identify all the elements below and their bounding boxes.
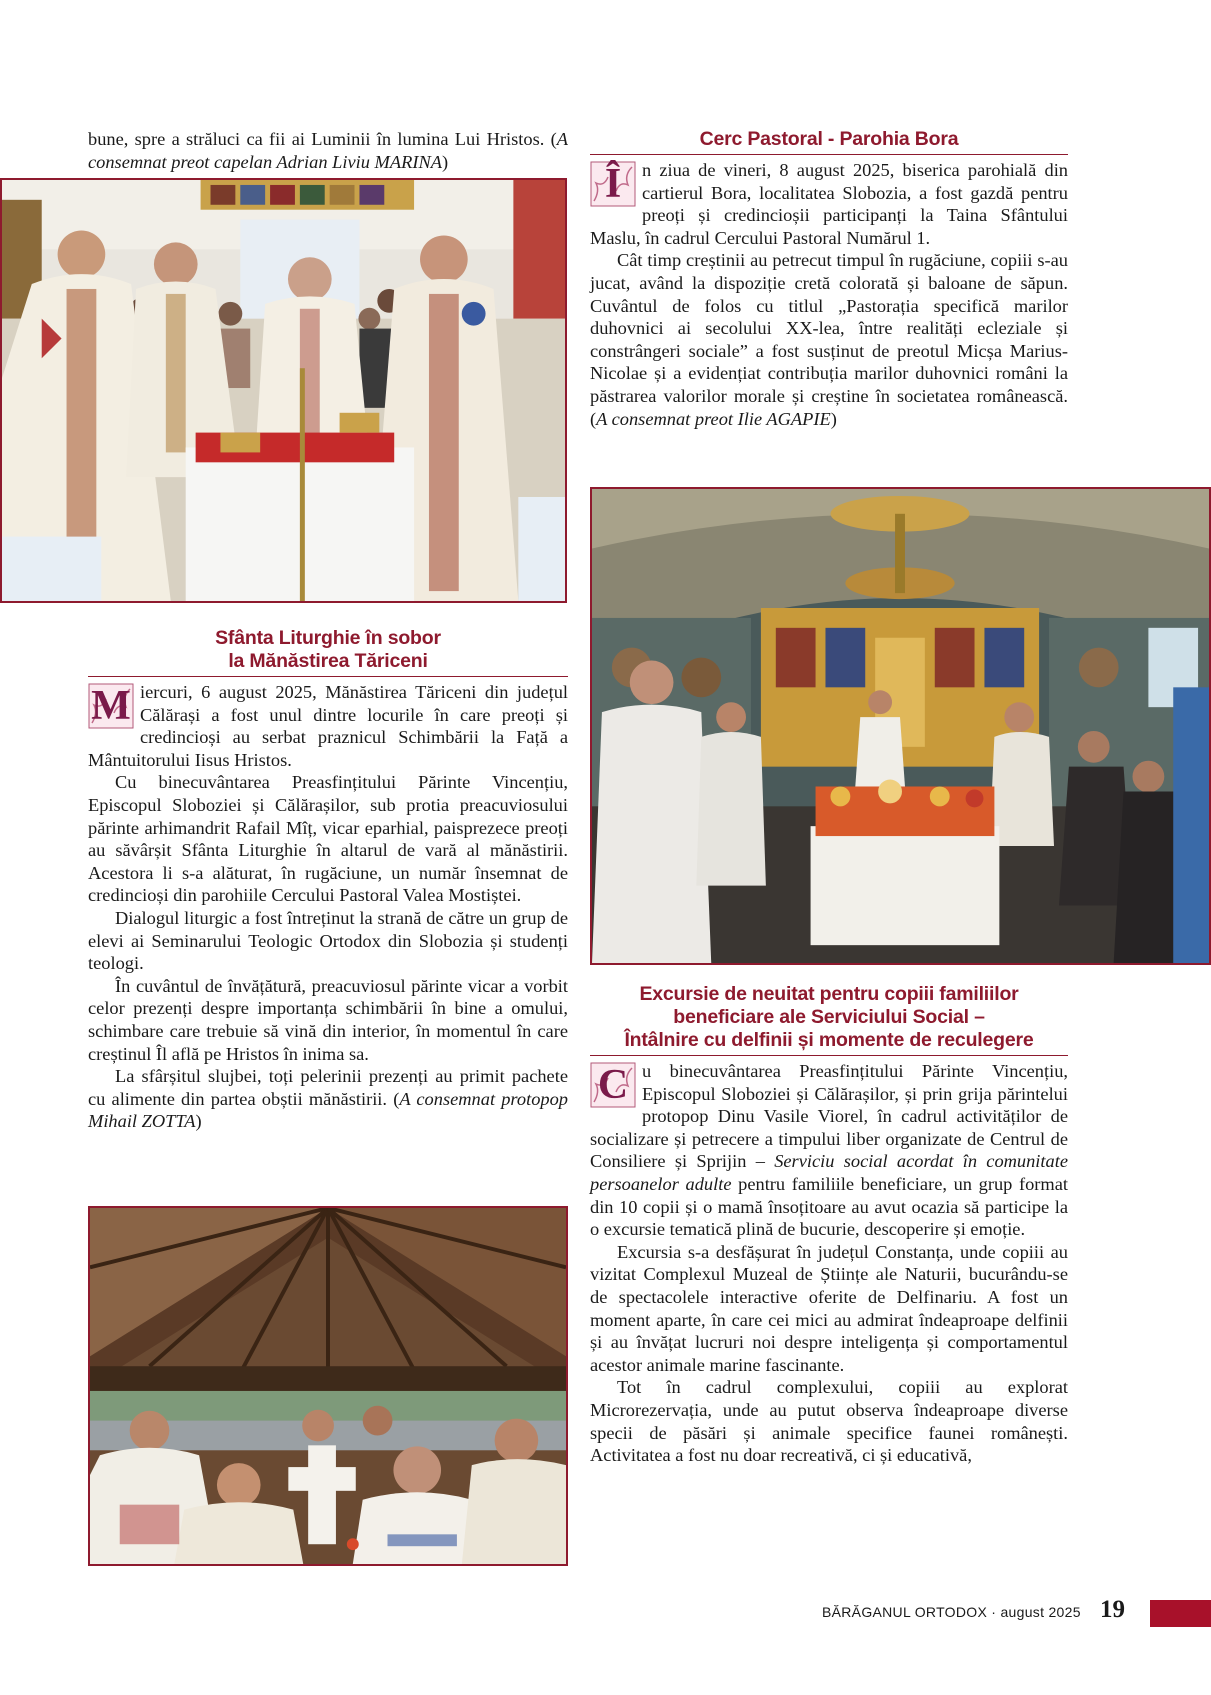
article-bora-close: ) [830, 408, 837, 429]
dropcap-ornament [590, 161, 636, 207]
article-bora-paragraph-2 [590, 249, 1068, 430]
photo-summer-altar-image [90, 1208, 566, 1564]
article-excursie-paragraph-1 [590, 1060, 1068, 1241]
article-tariceni-title-line2: la Mănăstirea Tăriceni [228, 650, 428, 672]
article-tariceni-text-1: iercuri, 6 august 2025, Mănăstirea Tăriceni din județul Călărași a fost unul dintre locurile în care preoți și credincioși au serbat praznicul Schimbării la Față a Mântuitorului Iisus Hristos. [88, 682, 568, 770]
page-number: 19 [1100, 1596, 1125, 1623]
article-excursie-title-line2: beneficiare ale Serviciului Social – [673, 1006, 985, 1028]
article-excursie-title [590, 983, 1068, 1056]
article-excursie-text-1-italic: Serviciu social acordat în comunitate persoanelor adulte [590, 1151, 1068, 1194]
dropcap-ornament [590, 1062, 636, 1108]
article-excursie-text-1a: u binecuvântarea Preasfințitului Părinte Vincențiu, Episcopul Sloboziei și Călărașilor, și prin grija părintelui protopop Dinu Vasile Viorel, în cadrul activităților de socializare și petrecere a timpului liber organizate de Centrul de Consiliere și Sprijin – [590, 1061, 1068, 1172]
dropcap-letter: Î [604, 161, 622, 207]
article-excursie-text-1b: pentru familiile beneficiare, un grup format din 10 copii și o mamă însoțitoare au avut ocazia să participe la o excursie tematică plină de bucurie, descoperire și emoție. [590, 1173, 1069, 1240]
article-tariceni-paragraph-3: Dialogul liturgic a fost întreținut la strană de către un grup de elevi ai Seminarului Teologic Ortodox din Slobozia și studenți teologi. [88, 907, 568, 974]
intro-end-column [88, 128, 568, 173]
article-bora-text-1: n ziua de vineri, 8 august 2025, biserica parohială din cartierul Bora, localitatea Slobozia, a fost gazdă pentru preoți și credincioșii participanți la Taina Sfântului Maslu, în cadrul Cercului Pastoral Numărul 1. [590, 160, 1068, 248]
dropcap-letter: M [91, 683, 131, 729]
article-tariceni-paragraph-4: În cuvântul de învățătură, preacuviosul părinte vicar a vorbit celor prezenți despre importanța schimbării în bine a omului, schimbare care trebuie să vină din interior, în momentul în care creștinul Îl află pe Hristos în inima sa. [88, 975, 568, 1064]
article-bora [590, 128, 1068, 430]
intro-end-text: bune, spre a străluci ca fii ai Luminii în lumina Lui Hristos. ( [88, 129, 557, 149]
photo-priests-maslu [0, 178, 567, 603]
photo-church-interior [590, 487, 1211, 965]
intro-end-paragraph [88, 128, 568, 173]
article-bora-credit: A consemnat preot Ilie AGAPIE [596, 408, 831, 429]
photo-summer-altar [88, 1206, 568, 1566]
intro-end-credit: A consemnat preot capelan Adrian Liviu MARINA [88, 129, 568, 172]
photo-church-interior-image [592, 489, 1209, 963]
footer-accent-bar [1150, 1600, 1211, 1627]
article-excursie-title-line1: Excursie de neuitat pentru copiii familiilor [639, 983, 1019, 1005]
article-tariceni-paragraph-5 [88, 1065, 568, 1133]
article-tariceni [88, 627, 568, 1133]
article-tariceni-paragraph-1 [88, 681, 568, 771]
article-excursie [590, 983, 1068, 1467]
article-excursie-title-line3: Întâlnire cu delfinii și momente de reculegere [624, 1029, 1034, 1051]
article-excursie-paragraph-3: Tot în cadrul complexului, copiii au explorat Microrezervația, unde au putut observa îndeaproape diverse specii de păsări și animale specifice faunei românești. Activitatea a fost nu doar recreativă, ci și educativă, [590, 1377, 1068, 1466]
photo-priests-maslu-image [2, 180, 565, 601]
article-bora-text-2: Cât timp creștinii au petrecut timpul în rugăciune, copiii s-au jucat, având la dispoziție cretă colorată și baloane de săpun. Cuvântul de folos cu titlul „Pastorația specifică marilor duhovnici ai secolului XX-lea, între realități ecleziale și constrângeri sociale” a fost susținut de preotul Micșa Marius-Nicolae și a evidențiat contribuția marilor duhovnici români la păstrarea valorilor morale și creștine în societatea românească. ( [590, 250, 1068, 429]
article-tariceni-text-5: La sfârșitul slujbei, toți pelerinii prezenți au primit pachete cu alimente din partea obștii mănăstirii. ( [88, 1066, 568, 1109]
dropcap-letter: C [597, 1062, 629, 1108]
article-tariceni-paragraph-2: Cu binecuvântarea Preasfințitului Părinte Vincențiu, Episcopul Sloboziei și Călărașilor, sub protia preacuviosului părinte arhimandrit Rafail Mîț, vicar eparhial, paisprezece preoți au săvârșit Sfânta Liturghie în altarul de vară al mănăstirii. Acestora li s-a alăturat, în rugăciune, un număr însemnat de credincioși din parohiile Cercului Pastoral Valea Mostiștei. [88, 772, 568, 906]
footer-publication: BĂRĂGANUL ORTODOX · august 2025 [822, 1604, 1081, 1620]
article-excursie-paragraph-2: Excursia s-a desfășurat în județul Constanța, unde copiii au vizitat Complexul Muzeal de Științe ale Naturii, bucurându-se de spectacolele interactive oferite de Delfinariu. A fost un moment aparte, în care cei mici au admirat îndeaproape delfinii și au învățat lucruri noi despre inteligența și comportamentul acestor animale marine fascinante. [590, 1241, 1068, 1375]
article-tariceni-title [88, 627, 568, 677]
dropcap-ornament [88, 683, 134, 729]
article-tariceni-title-line1: Sfânta Liturghie în sobor [215, 627, 441, 649]
intro-end-close: ) [441, 151, 449, 172]
article-tariceni-close: ) [195, 1111, 202, 1132]
article-bora-title: Cerc Pastoral - Parohia Bora [590, 128, 1068, 155]
article-bora-paragraph-1 [590, 159, 1068, 249]
article-tariceni-credit: A consemnat protopop Mihail ZOTTA [88, 1088, 568, 1132]
